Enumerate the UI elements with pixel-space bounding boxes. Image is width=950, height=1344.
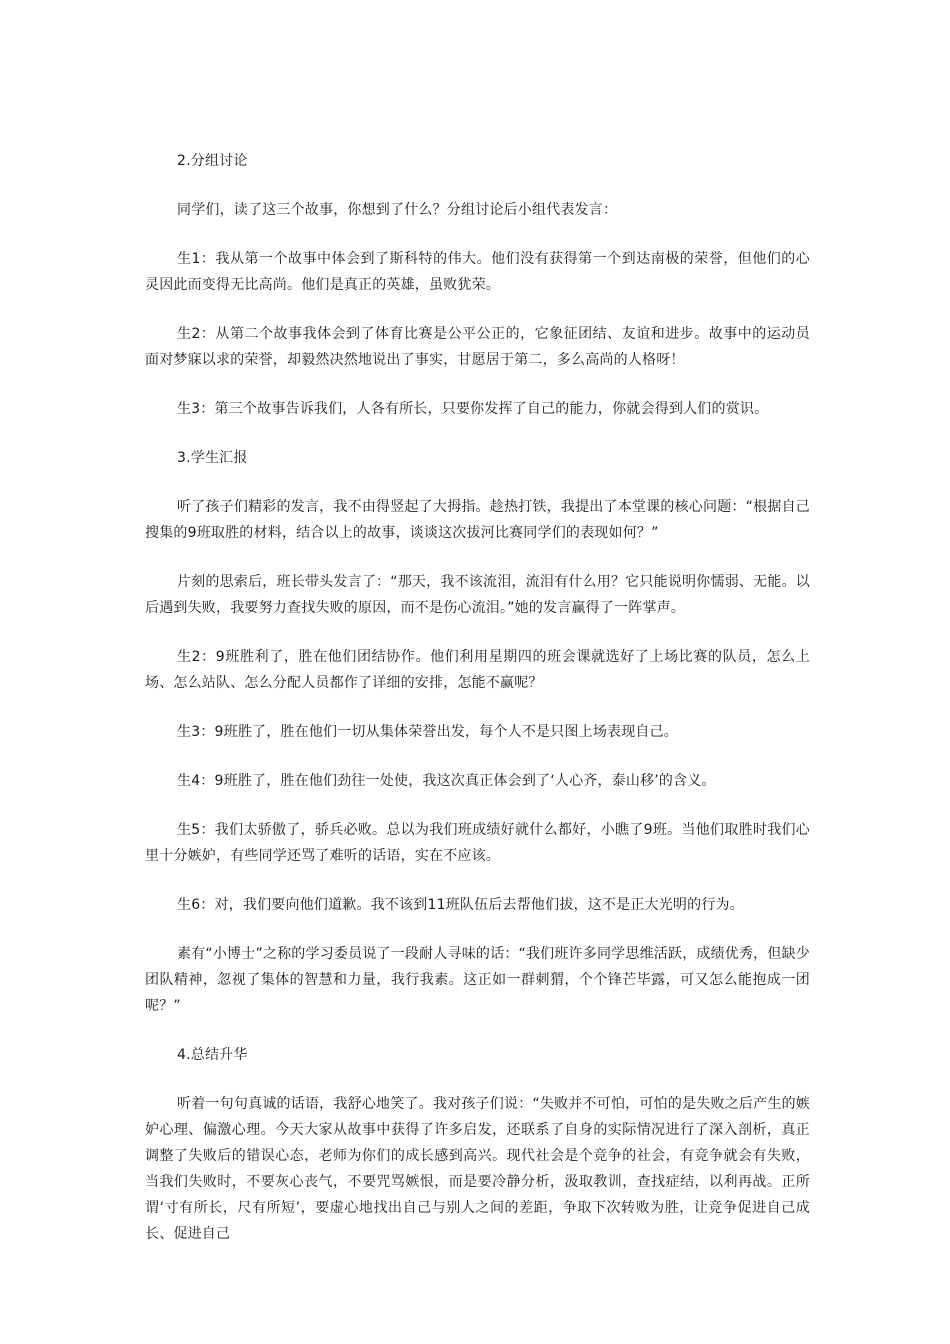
paragraph-monitor-speech: 片刻的思索后，班长带头发言了：“那天，我不该流泪，流泪有什么用？它只能说明你懦弱、无能。以后遇到失败，我要努力查找失败的原因，而不是伤心流泪。”她的发言赢得了一阵掌声。 — [145, 574, 810, 616]
section-heading-discussion: 2.分组讨论 — [177, 153, 248, 169]
paragraph-report-student-5: 生5：我们太骄傲了，骄兵必败。总以为我们班成绩好就什么都好，小瞧了9班。当他们取胜时我们心里十分嫉妒，有些同学还骂了难听的话语，实在不应该。 — [145, 822, 810, 864]
section-heading-summary: 4.总结升华 — [177, 1047, 248, 1063]
paragraph-teacher-summary: 听着一句句真诚的话语，我舒心地笑了。我对孩子们说：“失败并不可怕，可怕的是失败之后产生的嫉妒心理、偏激心理。今天大家从故事中获得了许多启发，还联系了自身的实际情况进行了深入剖析，真正调整了失败后的错误心态，老师为你们的成长感到高兴。现代社会是个竞争的社会，有竞争就会有失败，当我们失败时，不要灰心丧气，不要咒骂嫉恨，而是要冷静分析，汲取教训，查找症结，以利再战。正所谓‘寸有所长，尺有所短’，要虚心地找出自己与别人之间的差距，争取下次转败为胜，让竞争促进自己成长、促进自己 — [145, 1096, 810, 1242]
paragraph-student-1: 生1：我从第一个故事中体会到了斯科特的伟大。他们没有获得第一个到达南极的荣誉，但他们的心灵因此而变得无比高尚。他们是真正的英雄，虽败犹荣。 — [145, 251, 810, 293]
paragraph-report-student-2: 生2：9班胜利了，胜在他们团结协作。他们利用星期四的班会课就选好了上场比赛的队员，怎么上场、怎么站队、怎么分配人员都作了详细的安排，怎能不赢呢？ — [145, 649, 810, 691]
paragraph-teacher-question: 听了孩子们精彩的发言，我不由得竖起了大拇指。趁热打铁，我提出了本堂课的核心问题：“根据自己搜集的9班取胜的材料，结合以上的故事，谈谈这次拔河比赛同学们的表现如何？” — [145, 499, 810, 541]
paragraph-report-student-6: 生6：对，我们要向他们道歉。我不该到11班队伍后去帮他们拔，这不是正大光明的行为。 — [177, 897, 744, 913]
document-body — [145, 148, 810, 1247]
paragraph-report-student-4: 生4：9班胜了，胜在他们劲往一处使，我这次真正体会到了‘人心齐，泰山移’的含义。 — [177, 773, 716, 789]
paragraph-report-student-3: 生3：9班胜了，胜在他们一切从集体荣誉出发，每个人不是只图上场表现自己。 — [177, 724, 679, 740]
paragraph-student-2: 生2：从第二个故事我体会到了体育比赛是公平公正的，它象征团结、友谊和进步。故事中的运动员面对梦寐以求的荣誉，却毅然决然地说出了事实，甘愿居于第二，多么高尚的人格呀！ — [145, 326, 810, 368]
paragraph-student-3: 生3：第三个故事告诉我们，人各有所长，只要你发挥了自己的能力，你就会得到人们的赏识。 — [177, 401, 769, 417]
paragraph-study-committee: 素有“小博士”之称的学习委员说了一段耐人寻味的话：“我们班许多同学思维活跃，成绩优秀，但缺少团队精神，忽视了集体的智慧和力量，我行我素。这正如一群刺猬，个个锋芒毕露，可又怎么能抱成一团呢？” — [145, 946, 810, 1014]
section-heading-report: 3.学生汇报 — [177, 450, 248, 466]
paragraph-discussion-intro: 同学们，读了这三个故事，你想到了什么？分组讨论后小组代表发言： — [177, 202, 618, 218]
